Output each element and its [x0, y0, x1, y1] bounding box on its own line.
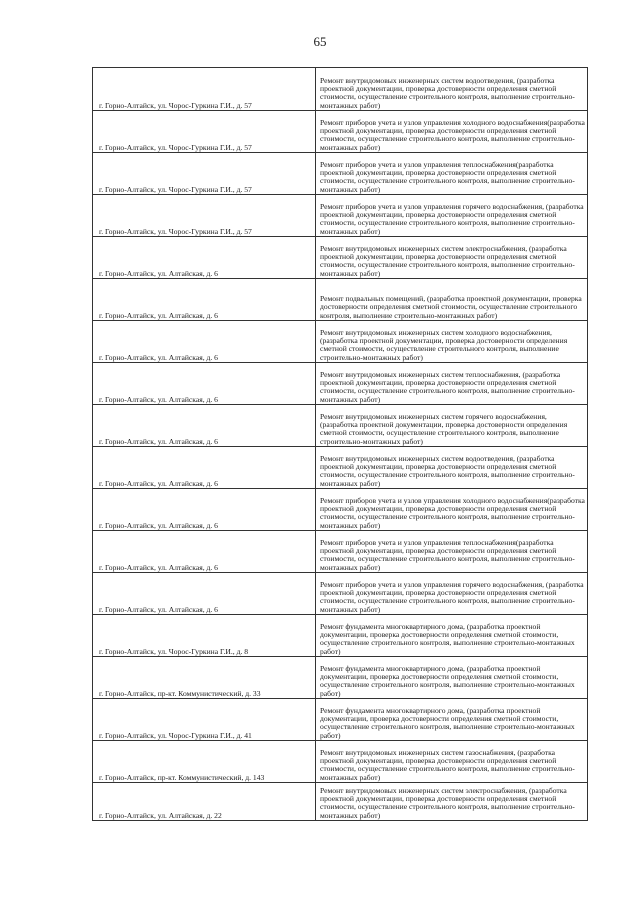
address-cell: г. Горно-Алтайск, ул. Чорос-Гуркина Г.И., д. 57: [93, 153, 316, 195]
address-cell: г. Горно-Алтайск, пр-кт. Коммунистический, д. 143: [93, 741, 316, 783]
table-row: [93, 741, 588, 783]
table-row: [93, 615, 588, 657]
address-cell: г. Горно-Алтайск, ул. Алтайская, д. 6: [93, 489, 316, 531]
work-description-cell: Ремонт фундамента многоквартирного дома, (разработка проектной документации, проверка достоверности определения сметной стоимости, осуществление строительного контроля, выполнение строительно-монтажных работ): [316, 657, 588, 699]
table-row: [93, 405, 588, 447]
table-row: [93, 153, 588, 195]
work-description-cell: Ремонт приборов учета и узлов управления теплоснабжения(разработка проектной документации, проверка достоверности определения сметной стоимости, осуществление строительного контроля, выполнение строительно-монтажных работ): [316, 153, 588, 195]
address-cell: г. Горно-Алтайск, ул. Алтайская, д. 6: [93, 279, 316, 321]
address-cell: г. Горно-Алтайск, ул. Алтайская, д. 6: [93, 321, 316, 363]
table-row: [93, 783, 588, 821]
work-description-cell: Ремонт внутридомовых инженерных систем водоотведения, (разработка проектной документации, проверка достоверности определения сметной стоимости, осуществление строительного контроля, выполнение строительно-монтажных работ): [316, 447, 588, 489]
work-description-cell: Ремонт внутридомовых инженерных систем холодного водоснабжения, (разработка проектной документации, проверка достоверности определения сметной стоимости, осуществление строительного контроля, выполнение строительно-монтажных работ): [316, 321, 588, 363]
table-row: [93, 111, 588, 153]
work-description-cell: Ремонт фундамента многоквартирного дома, (разработка проектной документации, проверка достоверности определения сметной стоимости, осуществление строительного контроля, выполнение строительно-монтажных работ): [316, 699, 588, 741]
table-row: [93, 363, 588, 405]
work-description-cell: Ремонт внутридомовых инженерных систем газоснабжения, (разработка проектной документации, проверка достоверности определения сметной стоимости, осуществление строительного контроля, выполнение строительно-монтажных работ): [316, 741, 588, 783]
work-description-cell: Ремонт внутридомовых инженерных систем электроснабжения, (разработка проектной документации, проверка достоверности определения сметной стоимости, осуществление строительного контроля, выполнение строительно-монтажных работ): [316, 237, 588, 279]
work-description-cell: Ремонт внутридомовых инженерных систем теплоснабжения, (разработка проектной документации, проверка достоверности определения сметной стоимости, осуществление строительного контроля, выполнение строительно-монтажных работ): [316, 363, 588, 405]
works-table-body: [93, 68, 588, 821]
work-description-cell: Ремонт фундамента многоквартирного дома, (разработка проектной документации, проверка достоверности определения сметной стоимости, осуществление строительного контроля, выполнение строительно-монтажных работ): [316, 615, 588, 657]
work-description-cell: Ремонт приборов учета и узлов управления холодного водоснабжения(разработка проектной документации, проверка достоверности определения сметной стоимости, осуществление строительного контроля, выполнение строительно-монтажных работ): [316, 111, 588, 153]
address-cell: г. Горно-Алтайск, ул. Алтайская, д. 6: [93, 405, 316, 447]
table-row: [93, 531, 588, 573]
table-row: [93, 699, 588, 741]
table-row: [93, 237, 588, 279]
address-cell: г. Горно-Алтайск, ул. Алтайская, д. 6: [93, 447, 316, 489]
table-row: [93, 321, 588, 363]
address-cell: г. Горно-Алтайск, ул. Алтайская, д. 22: [93, 783, 316, 821]
work-description-cell: Ремонт внутридомовых инженерных систем электроснабжения, (разработка проектной документации, проверка достоверности определения сметной стоимости, осуществление строительного контроля, выполнение строительно-монтажных работ): [316, 783, 588, 821]
table-row: [93, 279, 588, 321]
work-description-cell: Ремонт приборов учета и узлов управления горячего водоснабжения, (разработка проектной документации, проверка достоверности определения сметной стоимости, осуществление строительного контроля, выполнение строительно-монтажных работ): [316, 195, 588, 237]
address-cell: г. Горно-Алтайск, ул. Чорос-Гуркина Г.И., д. 41: [93, 699, 316, 741]
table-row: [93, 573, 588, 615]
address-cell: г. Горно-Алтайск, ул. Чорос-Гуркина Г.И., д. 8: [93, 615, 316, 657]
work-description-cell: Ремонт приборов учета и узлов управления теплоснабжения(разработка проектной документации, проверка достоверности определения сметной стоимости, осуществление строительного контроля, выполнение строительно-монтажных работ): [316, 531, 588, 573]
work-description-cell: Ремонт приборов учета и узлов управления холодного водоснабжения(разработка проектной документации, проверка достоверности определения сметной стоимости, осуществление строительного контроля, выполнение строительно-монтажных работ): [316, 489, 588, 531]
table-row: [93, 195, 588, 237]
address-cell: г. Горно-Алтайск, ул. Чорос-Гуркина Г.И., д. 57: [93, 68, 316, 111]
table-row: [93, 68, 588, 111]
address-cell: г. Горно-Алтайск, ул. Алтайская, д. 6: [93, 573, 316, 615]
address-cell: г. Горно-Алтайск, ул. Чорос-Гуркина Г.И., д. 57: [93, 111, 316, 153]
works-table: [92, 67, 588, 821]
work-description-cell: Ремонт внутридомовых инженерных систем горячего водоснабжения, (разработка проектной документации, проверка достоверности определения сметной стоимости, осуществление строительного контроля, выполнение строительно-монтажных работ): [316, 405, 588, 447]
address-cell: г. Горно-Алтайск, ул. Алтайская, д. 6: [93, 363, 316, 405]
table-row: [93, 657, 588, 699]
address-cell: г. Горно-Алтайск, ул. Алтайская, д. 6: [93, 531, 316, 573]
work-description-cell: Ремонт подвальных помещений, (разработка проектной документации, проверка достоверности определения сметной стоимости, осуществление строительного контроля, выполнение строительно-монтажных работ): [316, 279, 588, 321]
work-description-cell: Ремонт приборов учета и узлов управления горячего водоснабжения, (разработка проектной документации, проверка достоверности определения сметной стоимости, осуществление строительного контроля, выполнение строительно-монтажных работ): [316, 573, 588, 615]
address-cell: г. Горно-Алтайск, ул. Алтайская, д. 6: [93, 237, 316, 279]
address-cell: г. Горно-Алтайск, ул. Чорос-Гуркина Г.И., д. 57: [93, 195, 316, 237]
work-description-cell: Ремонт внутридомовых инженерных систем водоотведения, (разработка проектной документации, проверка достоверности определения сметной стоимости, осуществление строительного контроля, выполнение строительно-монтажных работ): [316, 68, 588, 111]
table-row: [93, 489, 588, 531]
table-row: [93, 447, 588, 489]
page-number: 65: [313, 34, 327, 49]
address-cell: г. Горно-Алтайск, пр-кт. Коммунистический, д. 33: [93, 657, 316, 699]
